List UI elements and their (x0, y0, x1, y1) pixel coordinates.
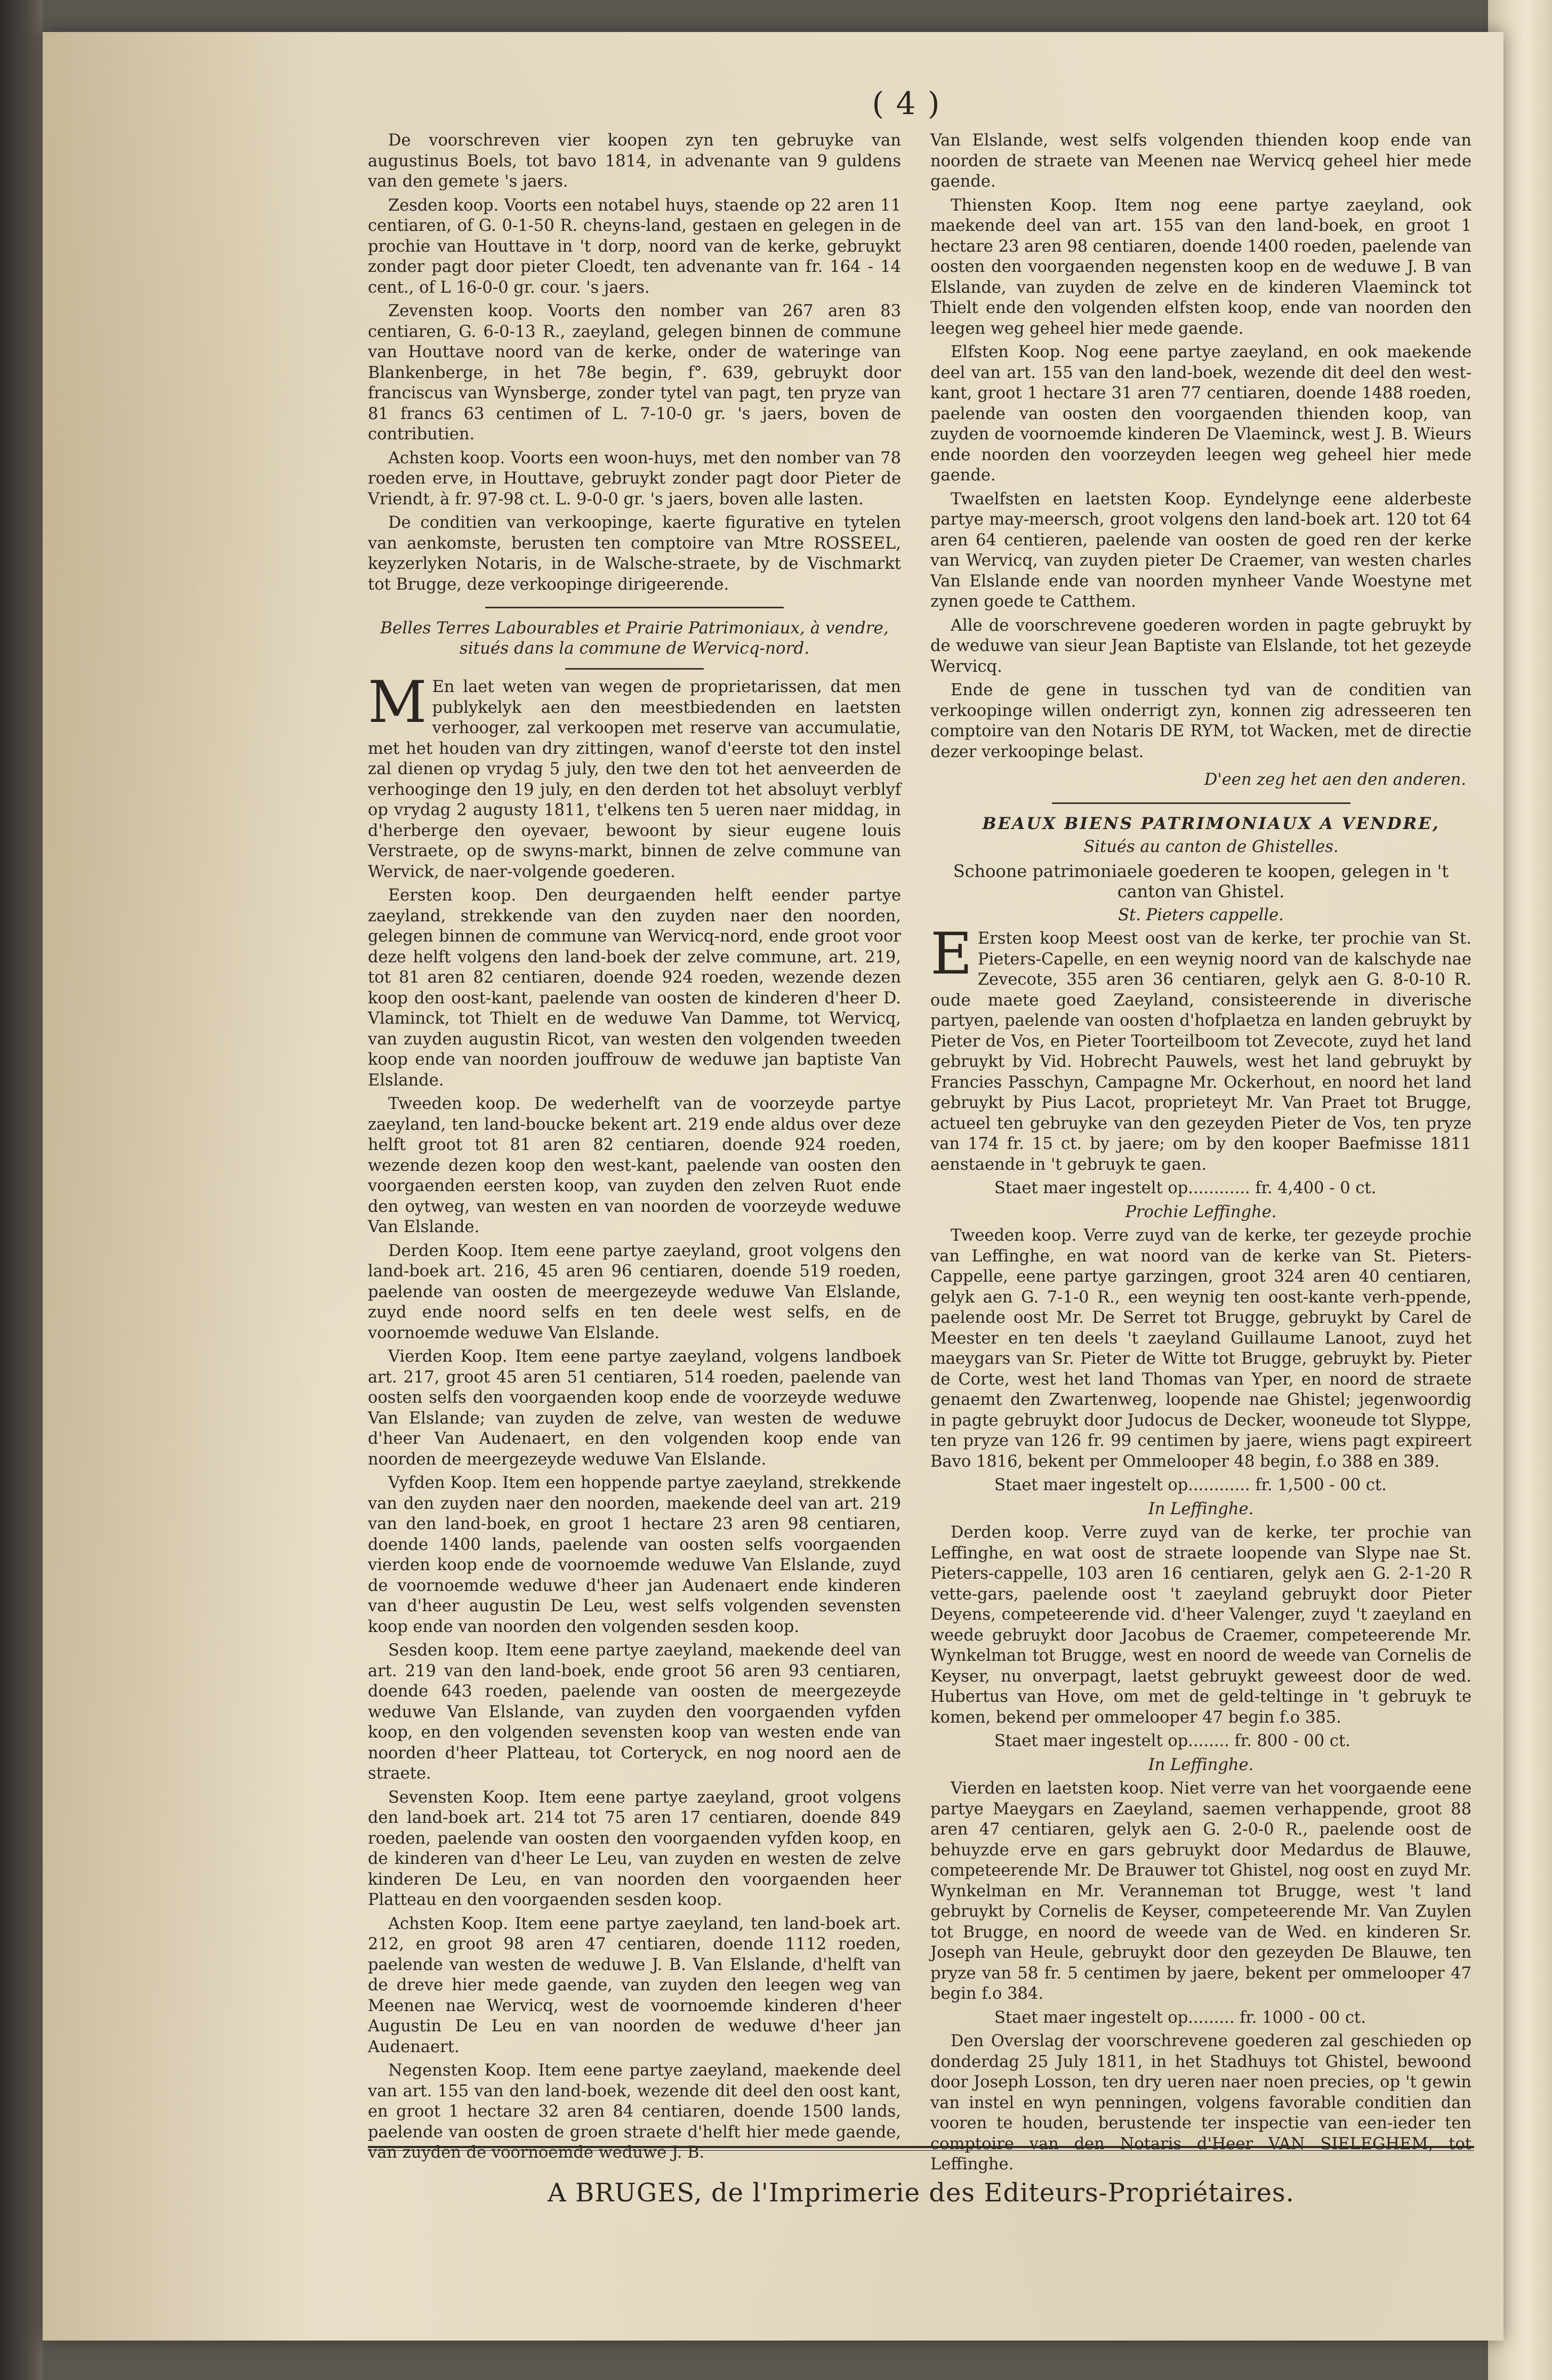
intro-paragraph (368, 669, 901, 882)
lot-paragraph: Sevensten Koop. Item eene partye zaeyland, groot volgens den land-boek art. 214 tot 75 aren 17 centiaren, doende 849 roeden, paelende van oosten den voorgaenden vyfden koop, en de kinderen van d'heer Le Leu, van zuyden en westen de zelve kinderen De Leu, en van noorden den voorgaenden heer Platteau en den voorgaenden sesden koop. (368, 1788, 901, 1909)
paragraph: Zevensten koop. Voorts den nomber van 267 aren 83 centiaren, G. 6-0-13 R., zaeyland, gelegen binnen de commune van Houttave noord van de kerke, onder de wateringe van Blankenberge, in het 78e begin, f°. 639, gebruykt door franciscus van Wynsberge, zonder tytel van pagt, ten pryze van 81 francs 63 centimen of L. 7-10-0 gr. 's jaers, boven de contributien. (368, 302, 901, 444)
lot-paragraph: Derden Koop. Item eene partye zaeyland, groot volgens den land-boek art. 216, 45 aren 96 centiaren, doende 519 roeden, paelende van oosten de meergezeyde weduwe Van Elslande, zuyd ende noord selfs en ten deele west selfs, en de voornoemde weduwe Van Elslande. (368, 1241, 901, 1342)
intro-text: En laet weten van wegen de proprietarissen, dat men publykelyk aen den meestbiedenden en laetsten verhooger, zal verkoopen met reserve van accumulatie, met het houden van dry zittingen, wanof d'eerste tot den instel zal dienen op vrydag 5 july, den twe den tot het aenveerden de verhooginge den 19 july, en den derden tot het absoluyt verblyf op vrydag 2 augusty 1811, t'elkens ten 5 ueren naer middag, in d'herberge den oyevaer, bewoont by sieur eugene louis Verstraete, op de swyns-markt, binnen de zelve commune van Wervick, de naer-volgende goederen. (368, 678, 901, 881)
lot-paragraph: Elfsten Koop. Nog eene partye zaeyland, en ook maekende deel van art. 155 van den land-boek, wezende dit deel den west-kant, groot 1 hectare 31 aren 77 centiaren, doende 1488 roeden, paelende van oosten den voorgaenden thienden koop, van zuyden de voornoemde kinderen De Vlaeminck, west J. B. Wieurs ende noorden den voorzeyden leegen weg geheel hier mede gaende. (930, 343, 1471, 485)
paragraph: Ende de gene in tusschen tyd van de conditien van verkoopinge willen onderrigt zyn, konnen zig adresseeren ten comptoire van den Notaris DE RYM, tot Wacken, met de directie dezer verkoopinge belast. (930, 681, 1471, 761)
paragraph: Van Elslande, west selfs volgenden thienden koop ende van noorden de straete van Meenen nae Wervicq geheel hier mede gaende. (930, 131, 1471, 191)
location-heading: St. Pieters cappelle. (1118, 905, 1284, 924)
section-subheading: Situés au canton de Ghistelles. (1083, 838, 1339, 856)
lot-paragraph: Thiensten Koop. Item nog eene partye zaeyland, ook maekende deel van art. 155 van den land-boek, en groot 1 hectare 23 aren 98 centiaren, doende 1400 roeden, paelende van oosten den voorgaenden negensten koop en de weduwe J. B van Elslande, van zuyden de zelve en de kinderen Vlaeminck tot Thielt ende den volgenden elfsten koop, ende van noorden den leegen weg geheel hier mede gaende. (930, 196, 1471, 338)
drop-cap: M (368, 669, 427, 736)
printer-imprint: A BRUGES, de l'Imprimerie des Editeurs-Propriétaires. (548, 2178, 1294, 2208)
page-number: ( 4 ) (872, 85, 941, 122)
lot-paragraph: Eersten koop. Den deurgaenden helft eender partye zaeyland, strekkende van den zuyden naer den noorden, gelegen binnen de commune van Wervicq-nord, ende groot voor deze helft volgens den land-boek der zelve commune, art. 219, tot 81 aren 82 centiaren, doende 924 roeden, wezende dezen koop den oost-kant, paelende van oosten de kinderen d'heer D. Vlaminck, tot Thielt en de weduwe Van Damme, tot Wervicq, van zuyden augustin Ricot, van westen den volgenden tweeden koop ende van noorden jouffrouw de weduwe jan baptiste Van Elslande. (368, 886, 901, 1090)
section-divider (485, 607, 784, 608)
price-line: Staet maer ingestelt op........ fr. 800 - 00 ct. (994, 1732, 1350, 1750)
lot-text: Ersten koop Meest oost van de kerke, ter prochie van St. Pieters-Capelle, en een weynig noord van de kalschyde nae Zevecote, 355 aren 36 centiaren, gelyk aen G. 8-0-10 R. oude maete goed Zaeyland, consisteerende in diverische partyen, paelende van oosten d'hofplaetza en landen gebruykt by Pieter de Vos, en Pieter Toorteilboom tot Zevecote, zuyd het land gebruykt by Vid. Hobrecht Pauwels, west het land gebruykt by Francies Passchyn, Campagne Mr. Ockerhout, en noord het land gebruykt by Pius Lacot, proprieteyt Mr. Van Praet tot Brugge, actueel ten gebruyke van den gezeyden Pieter de Vos, ten pryze van 174 fr. 15 ct. by jaere; om by den kooper Baefmisse 1811 aenstaende in 't gebruyk te gaen. (930, 929, 1471, 1174)
drop-cap: E (930, 921, 972, 987)
price-line: Staet maer ingestelt op......... fr. 1000 - 00 ct. (994, 2008, 1366, 2027)
lot-paragraph: Vyfden Koop. Item een hoppende partye zaeyland, strekkende van den zuyden naer den noorden, maekende deel van art. 219 van den land-boek, en groot 1 hectare 23 aren 98 centiaren, doende 1400 lands, paelende van oosten selfs voorgaenden vierden koop ende de voornoemde weduwe Van Elslande, zuyd de voornoemde weduwe d'heer jan Audenaert ende kinderen van d'heer augustin De Leu, west selfs volgenden sevensten koop ende van noorden den volgenden sesden koop. (368, 1474, 901, 1636)
lot-paragraph: Tweeden koop. De wederhelft van de voorzeyde partye zaeyland, ten land-boucke bekent art. 219 ende aldus over deze helft groot tot 81 aren 82 centiaren, doende 924 roeden, wezende dezen koop den west-kant, paelende van oosten den voorgaenden eersten koop, van zuyden den zelven Ruot ende den oytweg, van westen en van noorden de voorzeyde weduwe Van Elslande. (368, 1095, 901, 1236)
footer-rule-thin (368, 2150, 1474, 2151)
signature-line: D'een zeg het aen den anderen. (1204, 770, 1466, 789)
lot-paragraph: Derden koop. Verre zuyd van de kerke, ter prochie van Leffinghe, en wat oost de straete loopende van Slype nae St. Pieters-cappelle, 103 aren 16 centiaren, gelyk aen G. 2-1-20 R vette-gars, paelende oost 't zaeyland gebruykt door Pieter Deyens, competeerende vid. d'heer Valenger, zuyd 't zaeyland en weede gebruykt door Jacobus de Craemer, competeerende Mr. Wynkelman tot Brugge, west en noord de weede van Cornelis de Keyser, nu onverpagt, laetst gebruykt geweest door de wed. Hubertus van Hove, om met de geld-teltinge in 't gebruyk te komen, bekend per ommelooper 47 begin f.o 385. (930, 1523, 1471, 1727)
location-heading: Prochie Leffinghe. (1125, 1202, 1277, 1221)
lot-paragraph: Vierden en laetsten koop. Niet verre van het voorgaende eene partye Maeygars en Zaeyland, saemen verhappende, groot 88 aren 47 centiaren, gelyk aen G. 2-0-0 R., paelende oost de behuyzde erve en gars gebruykt door Medardus de Blauwe, competeerende Mr. De Brauwer tot Ghistel, nog oost en zuyd Mr. Wynkelman en Mr. Veranneman tot Brugge, west 't land gebruykt by Cornelis de Keyser, competeerende Mr. Van Zuylen tot Brugge, en noord de weede van de Wed. en kinderen Sr. Joseph van Heule, gebruykt door den gezeyden De Blauwe, ten pryze van 58 fr. 5 centimen by jaere, bekent per ommelooper 47 begin f.o 384. (930, 1779, 1471, 2003)
heading-underline (565, 668, 704, 670)
section-heading: Belles Terres Labourables et Prairie Patrimoniaux, à vendre, situés dans la commune de Wervicq-nord. (380, 618, 889, 658)
paragraph: Achsten koop. Voorts een woon-huys, met den nomber van 78 roeden erve, in Houttave, gebruykt zonder pagt door Pieter de Vriendt, à fr. 97-98 ct. L. 9-0-0 gr. 's jaers, boven alle lasten. (368, 448, 901, 509)
lot-paragraph: Vierden Koop. Item eene partye zaeyland, volgens landboek art. 217, groot 45 aren 51 centiaren, 514 roeden, paelende van oosten selfs den voorgaenden koop ende de voorzeyde weduwe Van Elslande; van zuyden de zelve, van westen de weduwe d'heer Van Audenaert, en den volgenden koop ende van noorden de meergezeyde weduwe Van Elslande. (368, 1347, 901, 1469)
paragraph: De voorschreven vier koopen zyn ten gebruyke van augustinus Boels, tot bavo 1814, in advenante van 9 guldens van den gemete 's jaers. (368, 131, 901, 191)
lot-paragraph: Achsten Koop. Item eene partye zaeyland, ten land-boek art. 212, en groot 98 aren 47 centiaren, doende 1112 roeden, paelende van westen de weduwe J. B. Van Elslande, d'helft van de dreve hier mede gaende, van zuyden den leegen weg van Meenen nae Wervicq, west de voornoemde kinderen d'heer Augustin De Leu en van noorden de weduwe d'heer jan Audenaert. (368, 1914, 901, 2056)
location-heading: In Leffinghe. (1148, 1499, 1254, 1518)
price-line: Staet maer ingestelt op............ fr. 4,400 - 0 ct. (994, 1179, 1377, 1197)
paragraph: De conditien van verkoopinge, kaerte figurative en tytelen van aenkomste, berusten ten comptoire van Mtre ROSSEEL, keyzerlyken Notaris, in de Walsche-straete, by de Vischmarkt tot Brugge, deze verkoopinge dirigeerende. (368, 513, 901, 594)
paragraph: Den Overslag der voorschrevene goederen zal geschieden op donderdag 25 July 1811, in het Stadhuys tot Ghistel, bewoond door Joseph Losson, ten dry ueren naer noen precies, op 't gewin van instel en wyn penningen, volgens favorable conditien dan vooren te houden, berustende ter inspectie van een-ieder ten comptoire van den Notaris d'Heer VAN SIELEGHEM, tot Leffinghe. (930, 2032, 1471, 2174)
section-heading: BEAUX BIENS PATRIMONIAUX A VENDRE, (982, 814, 1440, 833)
paragraph: Zesden koop. Voorts een notabel huys, staende op 22 aren 11 centiaren, of G. 0-1-50 R. cheyns-land, gestaen en gelegen in de prochie van Houttave in 't dorp, noord van de kerke, gebruykt zonder pagt door pieter Cloedt, ten advenante van fr. 164 - 14 cent., of L 16-0-0 gr. cour. 's jaers. (368, 196, 901, 297)
price-line: Staet maer ingestelt op............ fr. 1,500 - 00 ct. (994, 1476, 1387, 1494)
intro-line: Schoone patrimoniaele goederen te koopen, gelegen in 't canton van Ghistel. (953, 861, 1449, 902)
lot-paragraph (930, 921, 1471, 1175)
lot-paragraph: Twaelfsten en laetsten Koop. Eyndelynge eene alderbeste partye may-meersch, groot volgens den land-boek art. 120 tot 64 aren 64 centieren, paelende van oosten de goed ren der kerke van Wervicq, van zuyden pieter De Craemer, van westen charles Van Elslande ende van noorden mynheer Vande Woestyne met zynen goede te Catthem. (930, 489, 1471, 611)
book-binding (0, 0, 43, 2380)
section-divider (1052, 802, 1350, 804)
lot-paragraph: Negensten Koop. Item eene partye zaeyland, maekende deel van art. 155 van den land-boek, wezende dit deel den oost kant, en groot 1 hectare 32 aren 84 centiaren, doende 1500 lands, paelende van oosten de groen straete d'helft hier mede gaende, van zuyden de voornoemde weduwe J. B. (368, 2061, 901, 2162)
location-heading: In Leffinghe. (1148, 1755, 1254, 1774)
paragraph: Alle de voorschrevene goederen worden in pagte gebruykt by de weduwe van sieur Jean Baptiste van Elslande, tot het gezeyde Wervicq. (930, 616, 1471, 676)
right-column (930, 131, 1471, 2178)
footer-rule (368, 2146, 1474, 2148)
left-column (368, 131, 901, 2167)
lot-paragraph: Tweeden koop. Verre zuyd van de kerke, ter gezeyde prochie van Leffinghe, en wat noord van de kerke van St. Pieters-Cappelle, eene partye garzingen, groot 324 aren 40 centiaren, gelyk aen G. 7-1-0 R., een weynig ten oost-kante verh-ppende, paelende oost Mr. De Serret tot Brugge, gebruykt by Carel de Meester en ten deels 't zaeyland Guillaume Lanoot, zuyd het maeygars van Sr. Pieter de Witte tot Brugge, gebruykt by. Pieter de Corte, west het land Thomas van Yper, en noord de straete genaemt den Zwartenweg, loopende nae Ghistel; jegenwoordig in pagte gebruykt door Judocus de Decker, wooneude tot Slyppe, ten pryze van 126 fr. 99 centimen by jaere, wiens pagt expireert Bavo 1816, bekent per Ommelooper 48 begin, f.o 388 en 389. (930, 1226, 1471, 1471)
lot-paragraph: Sesden koop. Item eene partye zaeyland, maekende deel van art. 219 van den land-boek, ende groot 56 aren 93 centiaren, doende 643 roeden, paelende van oosten de meergezeyde weduwe Van Elslande, van zuyden den voorgaenden vyfden koop, en den volgenden sevensten koop van westen ende van noorden d'heer Platteau, tot Corteryck, en nog noord aen de straete. (368, 1641, 901, 1783)
